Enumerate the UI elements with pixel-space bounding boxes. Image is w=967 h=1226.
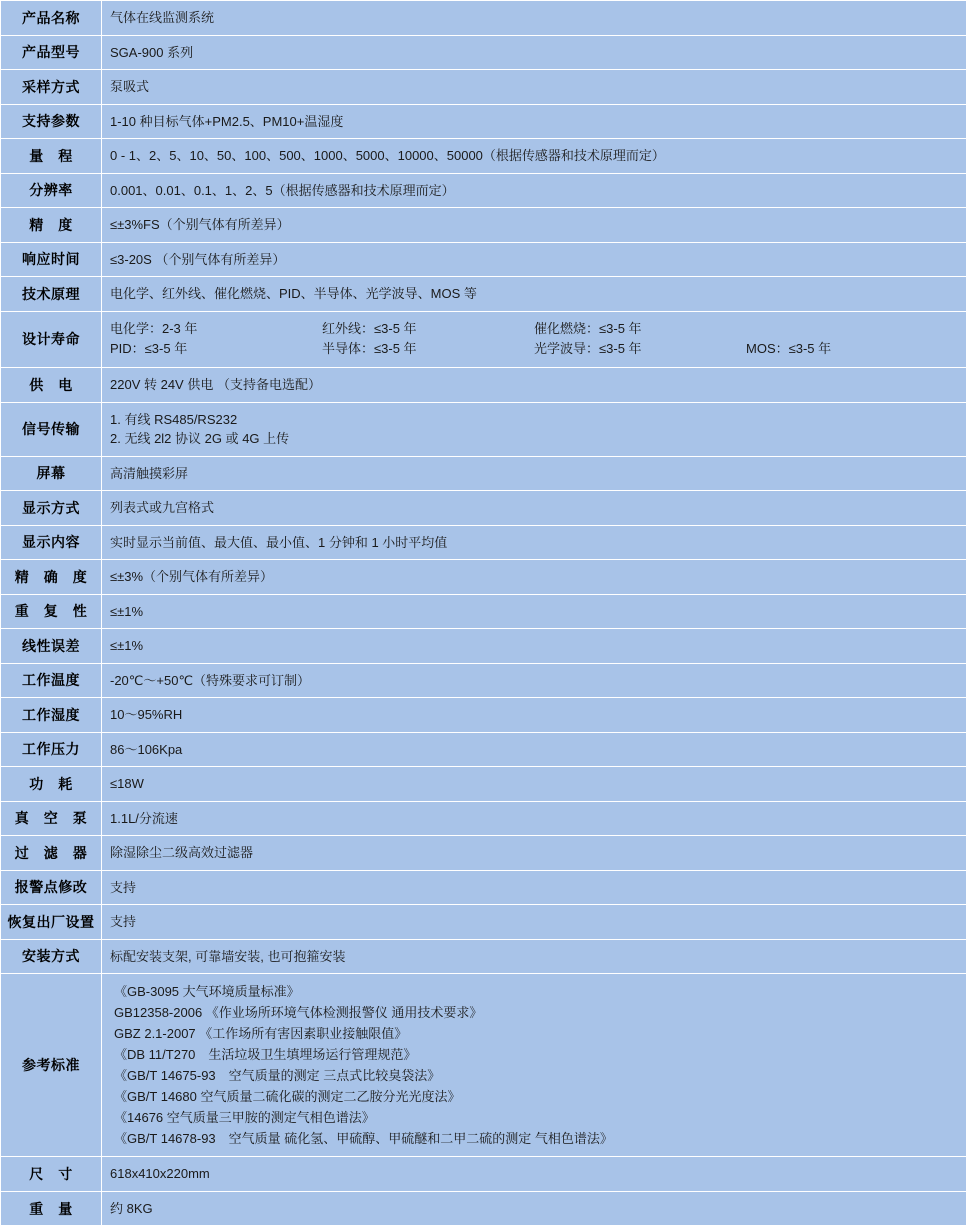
spec-label: 显示内容	[1, 525, 102, 560]
spec-value-lines	[110, 636, 958, 656]
spec-value-line: ≤18W	[110, 776, 144, 792]
spec-value-line: 除湿除尘二级高效过滤器	[110, 845, 254, 861]
lifetime-cell: 半导体：≤3-5 年	[322, 341, 417, 357]
spec-label: 产品型号	[1, 35, 102, 70]
spec-label: 工作湿度	[1, 698, 102, 733]
spec-value-line: 支持	[110, 879, 137, 895]
spec-value-line: 0 - 1、2、5、10、50、100、500、1000、5000、10000、50000（根据传感器和技术原理而定）	[110, 148, 665, 163]
spec-value	[102, 104, 967, 139]
spec-label: 精 确 度	[1, 560, 102, 595]
spec-value	[102, 277, 967, 312]
table-row	[1, 698, 967, 733]
table-row	[1, 594, 967, 629]
spec-value-lines	[110, 498, 958, 518]
spec-label: 量 程	[1, 139, 102, 174]
spec-value	[102, 939, 967, 974]
lifetime-cell: 电化学：2-3 年	[110, 320, 198, 336]
spec-value	[102, 208, 967, 243]
lifetime-row	[110, 319, 958, 340]
spec-value-line: 约 8KG	[110, 1200, 153, 1216]
spec-value-line: 《GB/T 14675-93 空气质量的测定 三点式比较臭袋法》	[114, 1068, 441, 1084]
spec-label: 过 滤 器	[1, 836, 102, 871]
spec-value-lines	[110, 43, 958, 63]
spec-value-lines	[110, 8, 958, 28]
table-row	[1, 1191, 967, 1226]
spec-value-lines	[110, 981, 958, 1149]
spec-value-lines	[110, 375, 958, 395]
spec-value-line: 10～95%RH	[110, 707, 183, 723]
spec-value-line: ≤±1%	[110, 603, 144, 619]
spec-value-lines	[110, 671, 958, 691]
spec-value-line: 《GB/T 14680 空气质量二硫化碳的测定二乙胺分光光度法》	[114, 1089, 461, 1105]
spec-value-line: 1. 有线 RS485/RS232	[110, 411, 238, 427]
spec-value-line: ≤3-20S （个别气体有所差异）	[110, 251, 286, 267]
spec-value	[102, 456, 967, 491]
table-row	[1, 456, 967, 491]
spec-value	[102, 1, 967, 36]
spec-value-lines	[110, 77, 958, 97]
spec-value-line: 泵吸式	[110, 79, 150, 94]
spec-value-line: 标配安装支架, 可靠墙安装, 也可抱箍安装	[110, 948, 346, 964]
spec-value-lines	[110, 284, 958, 304]
spec-label: 精 度	[1, 208, 102, 243]
spec-value-line: 2. 无线 2l2 协议 2G 或 4G 上传	[110, 431, 290, 447]
table-row	[1, 663, 967, 698]
spec-label: 供 电	[1, 368, 102, 403]
spec-label: 分辨率	[1, 173, 102, 208]
table-row	[1, 801, 967, 836]
spec-value-lines	[110, 843, 958, 863]
spec-value-line: 86～106Kpa	[110, 741, 183, 757]
spec-label: 显示方式	[1, 491, 102, 526]
table-row	[1, 70, 967, 105]
spec-value-lines	[110, 181, 958, 201]
spec-value-line: GB12358-2006 《作业场所环境气体检测报警仪 通用技术要求》	[114, 1005, 483, 1021]
table-row	[1, 767, 967, 802]
spec-value	[102, 905, 967, 940]
lifetime-grid	[110, 319, 958, 361]
spec-value-line: 1-10 种目标气体+PM2.5、PM10+温湿度	[110, 113, 344, 129]
spec-label: 功 耗	[1, 767, 102, 802]
table-row	[1, 939, 967, 974]
spec-value	[102, 1191, 967, 1226]
table-row	[1, 35, 967, 70]
spec-value-line: 220V 转 24V 供电 （支持备电选配）	[110, 377, 321, 393]
spec-value-line: 电化学、红外线、催化燃烧、PID、半导体、光学波导、MOS 等	[110, 286, 477, 301]
lifetime-cell	[746, 319, 958, 340]
table-row	[1, 208, 967, 243]
spec-label: 重 复 性	[1, 594, 102, 629]
spec-value	[102, 974, 967, 1157]
spec-value	[102, 242, 967, 277]
spec-value-line: 支持	[110, 914, 137, 930]
spec-value-line: 《GB-3095 大气环境质量标准》	[114, 984, 300, 1000]
spec-value	[102, 491, 967, 526]
table-row	[1, 1157, 967, 1192]
spec-value	[102, 629, 967, 664]
spec-value-line: 实时显示当前值、最大值、最小值、1 分钟和 1 小时平均值	[110, 534, 448, 550]
spec-value-lines	[110, 912, 958, 932]
spec-label: 尺 寸	[1, 1157, 102, 1192]
spec-table-body	[1, 1, 967, 1226]
spec-value-line: 1.1L/分流速	[110, 810, 178, 826]
spec-value-lines	[110, 112, 958, 132]
table-row	[1, 974, 967, 1157]
spec-value-lines	[110, 410, 958, 449]
spec-value-line: GBZ 2.1-2007 《工作场所有害因素职业接触限值》	[114, 1026, 408, 1042]
spec-label: 采样方式	[1, 70, 102, 105]
spec-value-lines	[110, 947, 958, 967]
spec-value-line: ≤±3%（个别气体有所差异）	[110, 569, 274, 585]
lifetime-cell: MOS：≤3-5 年	[746, 341, 832, 357]
table-row	[1, 836, 967, 871]
table-row	[1, 525, 967, 560]
table-row	[1, 242, 967, 277]
spec-label: 参考标准	[1, 974, 102, 1157]
spec-value	[102, 870, 967, 905]
spec-value	[102, 698, 967, 733]
spec-label: 安装方式	[1, 939, 102, 974]
spec-value	[102, 663, 967, 698]
spec-value	[102, 139, 967, 174]
table-row	[1, 905, 967, 940]
spec-label: 产品名称	[1, 1, 102, 36]
spec-value-line: 618x410x220mm	[110, 1166, 210, 1182]
spec-value-lines	[110, 809, 958, 829]
spec-value	[102, 560, 967, 595]
spec-value	[102, 1157, 967, 1192]
spec-value-line: -20℃～+50℃（特殊要求可订制）	[110, 672, 311, 688]
spec-value-line: 列表式或九宫格式	[110, 500, 215, 516]
spec-value-lines	[110, 602, 958, 622]
spec-label: 设计寿命	[1, 311, 102, 368]
spec-label: 响应时间	[1, 242, 102, 277]
spec-value-line: 《DB 11/T270 生活垃圾卫生填埋场运行管理规范》	[114, 1047, 417, 1063]
spec-value-line: 《14676 空气质量三甲胺的测定气相色谱法》	[114, 1110, 375, 1126]
table-row	[1, 870, 967, 905]
table-row	[1, 491, 967, 526]
spec-label: 信号传输	[1, 402, 102, 456]
table-row	[1, 732, 967, 767]
lifetime-row	[110, 339, 958, 360]
table-row	[1, 1, 967, 36]
spec-value-line: SGA-900 系列	[110, 44, 194, 60]
table-row	[1, 560, 967, 595]
table-row	[1, 173, 967, 208]
spec-value	[102, 368, 967, 403]
spec-value	[102, 732, 967, 767]
spec-value-lines	[110, 464, 958, 484]
spec-value-line: ≤±3%FS（个别气体有所差异）	[110, 217, 290, 232]
spec-value	[102, 801, 967, 836]
spec-value-lines	[110, 215, 958, 235]
spec-value-lines	[110, 774, 958, 794]
lifetime-cell: 红外线：≤3-5 年	[322, 320, 417, 336]
spec-value	[102, 173, 967, 208]
spec-label: 屏幕	[1, 456, 102, 491]
table-row	[1, 104, 967, 139]
spec-value-lines	[110, 1164, 958, 1184]
spec-value	[102, 35, 967, 70]
spec-value-line: 《GB/T 14678-93 空气质量 硫化氢、甲硫醇、甲硫醚和二甲二硫的测定 气相色谱法》	[114, 1131, 613, 1147]
lifetime-cell: 光学波导：≤3-5 年	[534, 341, 642, 357]
spec-label: 线性误差	[1, 629, 102, 664]
spec-value	[102, 525, 967, 560]
spec-value-line: 0.001、0.01、0.1、1、2、5（根据传感器和技术原理而定）	[110, 182, 455, 198]
spec-value-lines	[110, 705, 958, 725]
lifetime-cell: 催化燃烧：≤3-5 年	[534, 320, 642, 336]
spec-value	[102, 70, 967, 105]
spec-value-lines	[110, 1199, 958, 1219]
spec-value	[102, 594, 967, 629]
spec-label: 重 量	[1, 1191, 102, 1226]
spec-value-line: ≤±1%	[110, 638, 144, 654]
spec-label: 支持参数	[1, 104, 102, 139]
spec-value	[102, 836, 967, 871]
spec-value	[102, 402, 967, 456]
table-row	[1, 139, 967, 174]
spec-value-lines	[110, 146, 958, 166]
spec-label: 工作温度	[1, 663, 102, 698]
table-row	[1, 402, 967, 456]
table-row	[1, 629, 967, 664]
spec-value-lines	[110, 567, 958, 587]
spec-label: 技术原理	[1, 277, 102, 312]
spec-label: 工作压力	[1, 732, 102, 767]
lifetime-cell: PID：≤3-5 年	[110, 341, 188, 357]
spec-label: 报警点修改	[1, 870, 102, 905]
table-row	[1, 311, 967, 368]
spec-value-lines	[110, 878, 958, 898]
spec-label: 恢复出厂设置	[1, 905, 102, 940]
spec-label: 真 空 泵	[1, 801, 102, 836]
spec-value-lines	[110, 533, 958, 553]
spec-value-line: 气体在线监测系统	[110, 10, 215, 25]
table-row	[1, 277, 967, 312]
table-row	[1, 368, 967, 403]
spec-value	[102, 311, 967, 368]
spec-value	[102, 767, 967, 802]
spec-value-lines	[110, 250, 958, 270]
spec-value-line: 高清触摸彩屏	[110, 465, 189, 481]
spec-value-lines	[110, 740, 958, 760]
